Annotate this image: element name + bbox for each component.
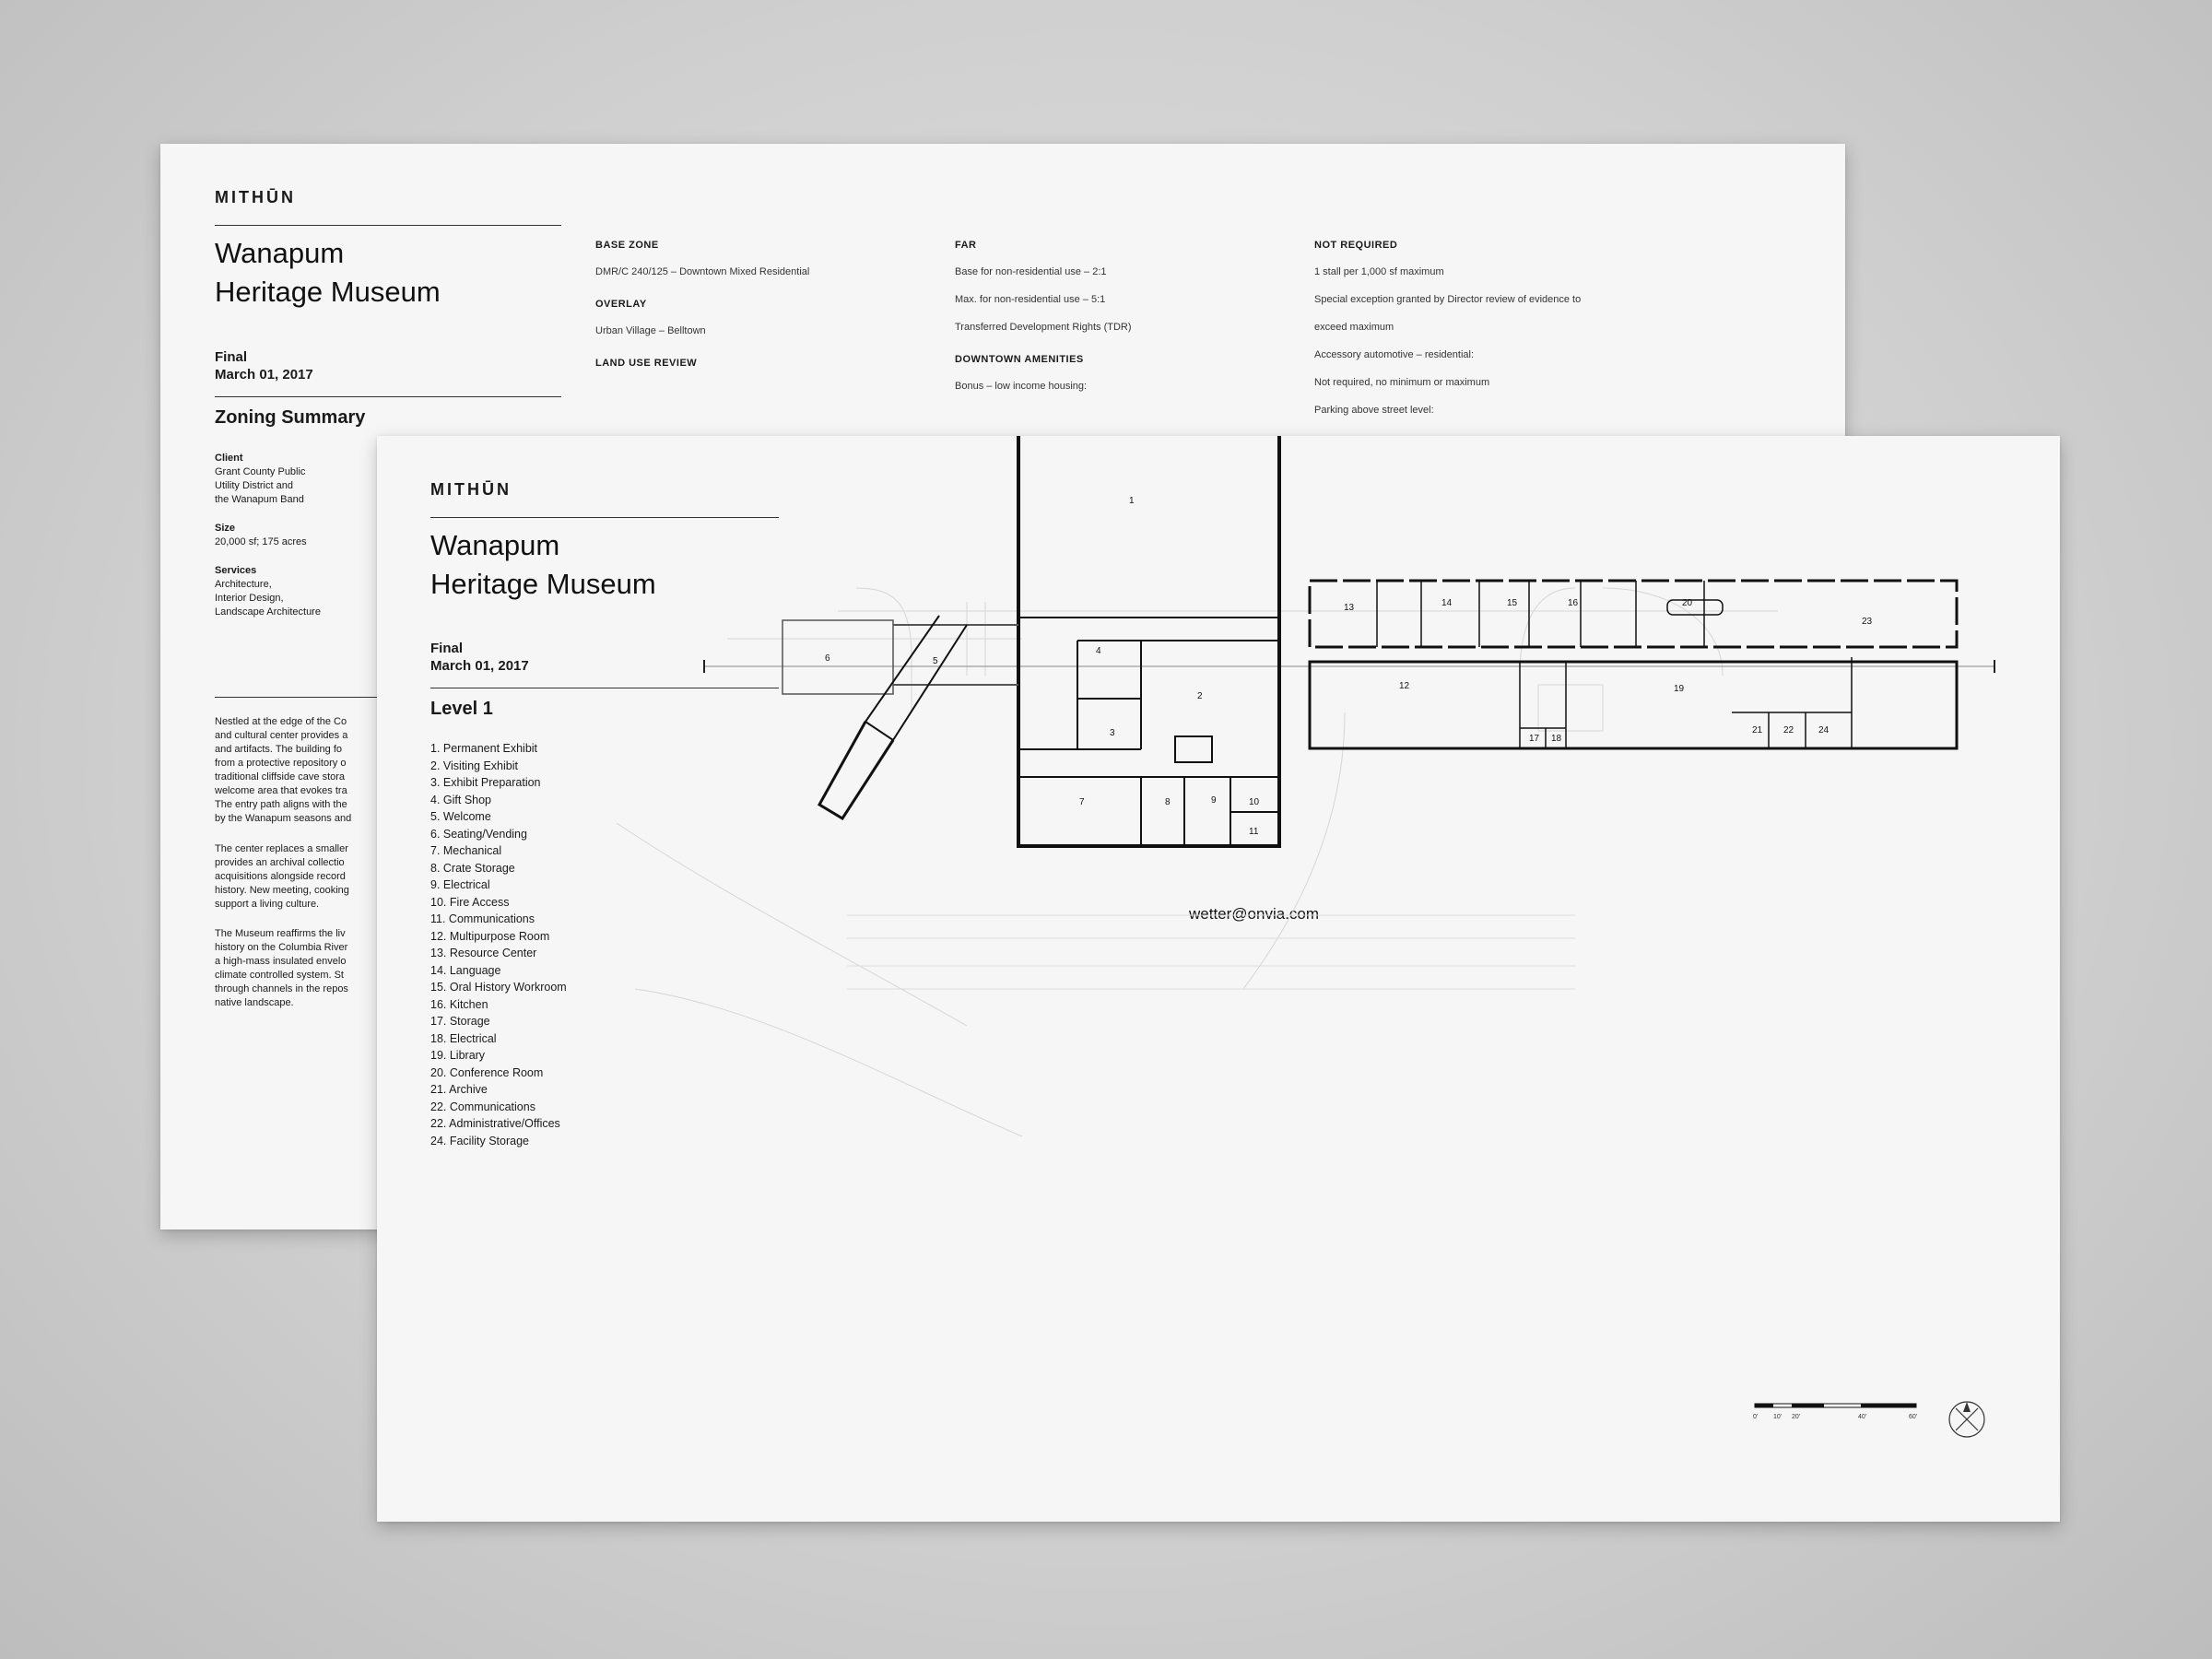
description-paragraph: Nestled at the edge of the Co and cultural center provides a and artifacts. The building fo from a protective repository o traditional cliffside cave stora welcome area that evokes tra The entry path aligns with the by the Wanapum seasons and: [215, 716, 352, 824]
parking-area: [847, 915, 1575, 989]
room-number: 4: [1096, 646, 1101, 656]
legend-item: 13. Resource Center: [430, 947, 537, 959]
room-number: 6: [825, 653, 830, 664]
legend-item: 7. Mechanical: [430, 844, 502, 857]
room-number: 11: [1249, 827, 1259, 837]
legend-item: 24. Facility Storage: [430, 1134, 529, 1147]
legend-item: 9. Electrical: [430, 878, 490, 891]
services-block: Services Architecture, Interior Design, Landscape Architecture: [215, 565, 321, 618]
description-paragraph: The center replaces a smaller provides an archival collectio acquisitions alongside record history. New meeting, cooking support a living culture.: [215, 843, 349, 910]
legend-item: 22. Communications: [430, 1100, 535, 1113]
room-number: 2: [1197, 691, 1203, 701]
room-number: 20: [1682, 598, 1693, 608]
legend-item: 10. Fire Access: [430, 895, 510, 909]
legend-item: 19. Library: [430, 1049, 486, 1062]
legend-item: 15. Oral History Workroom: [430, 981, 567, 994]
interior-walls: [1018, 618, 1279, 846]
sheet-heading: Zoning Summary: [215, 407, 366, 428]
issue-status: Final March 01, 2017: [430, 641, 529, 674]
scale-label: 40': [1858, 1414, 1867, 1420]
scale-label: 10': [1773, 1414, 1783, 1420]
legend-item: 1. Permanent Exhibit: [430, 742, 538, 755]
zoning-column-1: BASE ZONE DMR/C 240/125 – Downtown Mixed Residential OVERLAY Urban Village – Belltown LAND USE REVIEW: [595, 240, 810, 369]
level-heading: Level 1: [430, 699, 493, 719]
divider: [215, 697, 399, 698]
divider: [215, 225, 561, 226]
scale-bar: [1750, 1394, 1944, 1431]
legend-item: 17. Storage: [430, 1015, 490, 1028]
legend-item: 2. Visiting Exhibit: [430, 759, 518, 772]
room-number: 18: [1551, 734, 1562, 744]
room-number: 23: [1862, 617, 1873, 627]
room-number: 14: [1441, 598, 1453, 608]
room-number: 1: [1129, 496, 1135, 506]
room-number: 3: [1110, 728, 1115, 738]
legend-item: 21. Archive: [430, 1083, 488, 1096]
watermark-text: wetter@onvia.com: [1189, 905, 1320, 923]
site-context: [617, 588, 1778, 1136]
divider: [215, 396, 561, 397]
east-wing: [1310, 581, 1957, 748]
legend-item: 8. Crate Storage: [430, 861, 515, 875]
level-1-plan-sheet: [377, 436, 2060, 1522]
room-number: 15: [1507, 598, 1518, 608]
legend-item: 16. Kitchen: [430, 997, 488, 1011]
legend-item: 5. Welcome: [430, 810, 491, 823]
issue-status: Final March 01, 2017: [215, 349, 313, 382]
mithun-logo: MITHŪN: [430, 480, 512, 499]
floor-plan: [377, 436, 2060, 1522]
legend-item: 11. Communications: [430, 912, 535, 925]
zoning-column-3: NOT REQUIRED 1 stall per 1,000 sf maximum Special exception granted by Director review of evidence to exceed maximum Accessory automotive – residential: Not required, no minimum or maximum Parking above street level:: [1314, 240, 1582, 416]
legend-item: 18. Electrical: [430, 1031, 497, 1045]
welcome-wing: [782, 616, 1018, 818]
zoning-column-2: FAR Base for non-residential use – 2:1 Max. for non-residential use – 5:1 Transferred Development Rights (TDR) DOWNTOWN AMENITIES Bonus – low income housing:: [955, 240, 1132, 392]
legend-item: 3. Exhibit Preparation: [430, 776, 541, 789]
north-arrow-icon: [1947, 1399, 1987, 1440]
legend-item: 14. Language: [430, 963, 501, 977]
room-number: 9: [1211, 795, 1217, 806]
project-title: Wanapum Heritage Museum: [430, 529, 656, 600]
room-number: 12: [1399, 681, 1410, 691]
room-number: 5: [933, 656, 938, 666]
room-number: 10: [1249, 797, 1260, 807]
description-paragraph: The Museum reaffirms the liv history on the Columbia River a high-mass insulated envelo climate controlled system. St through channels in the repos native landscape.: [215, 928, 348, 1008]
room-number: 21: [1752, 725, 1763, 735]
room-number: 19: [1674, 684, 1685, 694]
legend-item: 4. Gift Shop: [430, 793, 492, 806]
scale-label: 60': [1909, 1414, 1918, 1420]
scale-label: 0': [1753, 1414, 1759, 1420]
legend-item: 20. Conference Room: [430, 1065, 544, 1079]
legend-item: 6. Seating/Vending: [430, 827, 527, 841]
legend-item: 22. Administrative/Offices: [430, 1117, 560, 1130]
mithun-logo: MITHŪN: [215, 188, 296, 206]
room-number: 22: [1783, 725, 1794, 735]
project-title: Wanapum Heritage Museum: [215, 237, 441, 308]
room-number: 7: [1079, 797, 1085, 807]
room-number: 24: [1818, 725, 1830, 735]
room-number: 17: [1529, 734, 1540, 744]
room-number: 13: [1344, 603, 1355, 613]
client-block: Client Grant County Public Utility District and the Wanapum Band: [215, 453, 306, 505]
room-number: 16: [1568, 598, 1579, 608]
size-block: Size 20,000 sf; 175 acres: [215, 523, 307, 547]
legend-item: 12. Multipurpose Room: [430, 929, 550, 943]
room-number: 8: [1165, 797, 1171, 807]
scale-label: 20': [1792, 1414, 1801, 1420]
